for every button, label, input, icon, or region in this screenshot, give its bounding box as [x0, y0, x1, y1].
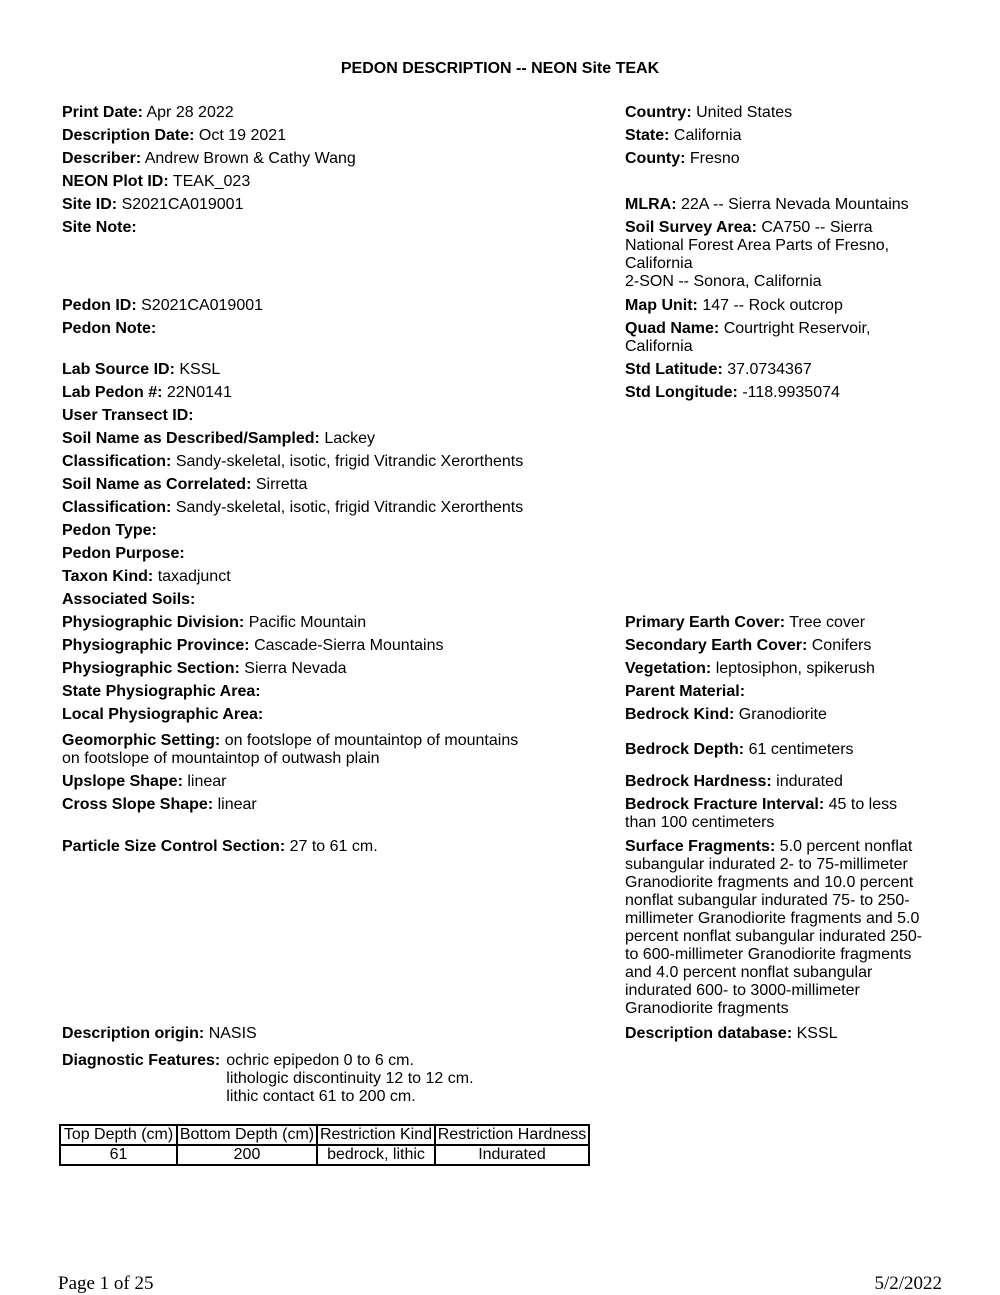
lab-source-id-field — [62, 361, 542, 379]
field-label: County: — [625, 150, 686, 167]
county-field — [625, 150, 935, 168]
field-label: Site Note: — [62, 219, 137, 236]
field-value: Pacific Mountain — [248, 614, 367, 631]
soil-name-correlated-field — [62, 476, 542, 494]
field-label: Soil Survey Area: — [625, 219, 757, 236]
bedrock-depth-field — [625, 741, 935, 759]
field-value: 147 -- Rock outcrop — [702, 297, 843, 314]
neon-plot-id-field — [62, 173, 542, 191]
field-label: Std Latitude: — [625, 361, 723, 378]
diagnostic-features — [62, 1052, 474, 1106]
field-value: Sandy-skeletal, isotic, frigid Vitrandic Xerorthents — [175, 499, 524, 516]
field-label: Description origin: — [62, 1025, 205, 1042]
field-value: indurated — [776, 773, 843, 790]
field-label: Classification: — [62, 453, 172, 470]
parent-material-field — [625, 683, 935, 701]
field-label: Local Physiographic Area: — [62, 706, 264, 723]
bedrock-fracture-interval-field — [625, 796, 915, 832]
table-cell: 61 — [60, 1145, 177, 1165]
field-label: Surface Fragments: — [625, 838, 776, 855]
field-value: Andrew Brown & Cathy Wang — [144, 150, 356, 167]
column-header-restriction-hardness: Restriction Hardness — [435, 1125, 589, 1145]
field-value: linear — [217, 796, 257, 813]
diagnostic-feature: lithologic discontinuity 12 to 12 cm. — [226, 1070, 474, 1087]
primary-earth-cover-field — [625, 614, 935, 632]
page-title: PEDON DESCRIPTION -- NEON Site TEAK — [340, 60, 660, 77]
table-row — [60, 1145, 589, 1165]
field-label: State: — [625, 127, 670, 144]
table-cell: 200 — [177, 1145, 317, 1165]
physiographic-section-field — [62, 660, 542, 678]
field-label: Bedrock Depth: — [625, 741, 745, 758]
column-header-bottom-depth: Bottom Depth (cm) — [177, 1125, 317, 1145]
field-value: Sierra Nevada — [244, 660, 347, 677]
field-value: S2021CA019001 — [121, 196, 244, 213]
field-value: 45 to less than 100 centimeters — [625, 796, 898, 831]
associated-soils-field — [62, 591, 542, 609]
field-value: 22N0141 — [166, 384, 232, 401]
geomorphic-setting-field — [62, 732, 540, 768]
field-label: State Physiographic Area: — [62, 683, 261, 700]
field-label: Primary Earth Cover: — [625, 614, 786, 631]
description-database-field — [625, 1025, 935, 1043]
print-date-field — [62, 104, 542, 122]
local-physiographic-area-field — [62, 706, 542, 724]
field-value: TEAK_023 — [172, 173, 251, 190]
field-label: Print Date: — [62, 104, 143, 121]
pedon-purpose-field — [62, 545, 542, 563]
pedon-type-field — [62, 522, 542, 540]
description-date-field — [62, 127, 542, 145]
field-label: Country: — [625, 104, 692, 121]
field-label: Quad Name: — [625, 320, 720, 337]
field-label: Pedon Purpose: — [62, 545, 185, 562]
pedon-id-field — [62, 297, 542, 315]
map-unit-field — [625, 297, 935, 315]
field-value: Lackey — [324, 430, 376, 447]
surface-fragments-field — [625, 838, 933, 1018]
state-field — [625, 127, 935, 145]
field-value: Apr 28 2022 — [146, 104, 234, 121]
taxon-kind-field — [62, 568, 542, 586]
secondary-earth-cover-field — [625, 637, 935, 655]
field-label: Pedon Note: — [62, 320, 157, 337]
field-label: Pedon ID: — [62, 297, 137, 314]
field-value: 61 centimeters — [748, 741, 854, 758]
field-label: Std Longitude: — [625, 384, 738, 401]
field-label: Bedrock Fracture Interval: — [625, 796, 825, 813]
field-value: -118.9935074 — [742, 384, 840, 401]
field-value: Granodiorite — [738, 706, 827, 723]
field-value: taxadjunct — [157, 568, 231, 585]
field-value: Fresno — [689, 150, 740, 167]
field-label: Physiographic Province: — [62, 637, 250, 654]
diagnostic-features-label: Diagnostic Features: — [62, 1052, 221, 1069]
field-label: Geomorphic Setting: — [62, 732, 221, 749]
field-label: Bedrock Kind: — [625, 706, 735, 723]
field-value: Conifers — [811, 637, 872, 654]
field-label: Classification: — [62, 499, 172, 516]
field-label: Describer: — [62, 150, 142, 167]
pedon-note-field — [62, 320, 542, 338]
page-number: Page 1 of 25 — [58, 1273, 154, 1294]
user-transect-id-field — [62, 407, 542, 425]
field-value: linear — [187, 773, 227, 790]
field-label: Particle Size Control Section: — [62, 838, 286, 855]
diagnostic-feature: lithic contact 61 to 200 cm. — [226, 1088, 416, 1105]
field-value: Sirretta — [255, 476, 308, 493]
field-value: 22A -- Sierra Nevada Mountains — [681, 196, 909, 213]
column-header-restriction-kind: Restriction Kind — [317, 1125, 435, 1145]
lab-pedon-field — [62, 384, 542, 402]
field-value: 5.0 percent nonflat subangular indurated 2- to 75-millimeter Granodiorite fragments and 10.0 percent nonflat subangular indurated 75- to 250-millimeter Granodiorite fragments and 5.0 percent nonflat subangular indurated 250-to 600-millimeter Granodiorite fragments and 4.0 percent nonflat subangular indurated 600- to 3000-millimeter Granodiorite fragments — [625, 838, 923, 1017]
field-value: Courtright Reservoir, California — [625, 320, 871, 355]
upslope-shape-field — [62, 773, 542, 791]
field-value: KSSL — [179, 361, 221, 378]
field-label: Physiographic Section: — [62, 660, 240, 677]
field-label: Physiographic Division: — [62, 614, 245, 631]
field-value: United States — [696, 104, 793, 121]
field-value: 37.0734367 — [727, 361, 812, 378]
field-label: Vegetation: — [625, 660, 712, 677]
field-label: Description database: — [625, 1025, 793, 1042]
field-label: Bedrock Hardness: — [625, 773, 772, 790]
field-label: Site ID: — [62, 196, 118, 213]
std-longitude-field — [625, 384, 935, 402]
field-label: MLRA: — [625, 196, 677, 213]
field-label: Lab Pedon #: — [62, 384, 163, 401]
physiographic-division-field — [62, 614, 542, 632]
diagnostic-features-list — [226, 1052, 473, 1106]
bedrock-kind-field — [625, 706, 935, 724]
description-origin-field — [62, 1025, 542, 1043]
physiographic-province-field — [62, 637, 542, 655]
field-label: NEON Plot ID: — [62, 173, 169, 190]
cross-slope-shape-field — [62, 796, 542, 814]
bedrock-hardness-field — [625, 773, 935, 791]
field-label: Secondary Earth Cover: — [625, 637, 808, 654]
soil-name-described-field — [62, 430, 542, 448]
table-cell: Indurated — [435, 1145, 589, 1165]
field-value: Sandy-skeletal, isotic, frigid Vitrandic Xerorthents — [175, 453, 524, 470]
table-cell: bedrock, lithic — [317, 1145, 435, 1165]
field-value: on footslope of mountaintop of mountains on footslope of mountaintop of outwash plain — [62, 732, 519, 767]
soil-survey-area-field — [625, 219, 905, 291]
quad-name-field — [625, 320, 895, 356]
field-value: Oct 19 2021 — [198, 127, 287, 144]
field-label: Taxon Kind: — [62, 568, 154, 585]
diagnostic-feature: ochric epipedon 0 to 6 cm. — [226, 1052, 414, 1069]
classification-described-field — [62, 453, 542, 471]
field-label: Associated Soils: — [62, 591, 196, 608]
field-label: Pedon Type: — [62, 522, 157, 539]
field-value: KSSL — [796, 1025, 838, 1042]
column-header-top-depth: Top Depth (cm) — [60, 1125, 177, 1145]
field-value: Tree cover — [789, 614, 866, 631]
field-label: Description Date: — [62, 127, 195, 144]
classification-correlated-field — [62, 499, 542, 517]
field-value: California — [673, 127, 742, 144]
field-label: Soil Name as Described/Sampled: — [62, 430, 320, 447]
particle-size-control-section-field — [62, 838, 542, 856]
field-value: NASIS — [208, 1025, 257, 1042]
field-label: Upslope Shape: — [62, 773, 183, 790]
field-value-secondary: 2-SON -- Sonora, California — [625, 273, 822, 290]
field-label: User Transect ID: — [62, 407, 194, 424]
restriction-table — [59, 1124, 590, 1166]
field-label: Lab Source ID: — [62, 361, 175, 378]
footer-date: 5/2/2022 — [874, 1273, 942, 1294]
state-physiographic-area-field — [62, 683, 542, 701]
field-value: leptosiphon, spikerush — [715, 660, 875, 677]
site-note-field — [62, 219, 542, 237]
field-value: Cascade-Sierra Mountains — [254, 637, 444, 654]
site-id-field — [62, 196, 542, 214]
field-label: Parent Material: — [625, 683, 746, 700]
country-field — [625, 104, 935, 122]
vegetation-field — [625, 660, 935, 678]
table-header-row — [60, 1125, 589, 1145]
field-label: Soil Name as Correlated: — [62, 476, 252, 493]
std-latitude-field — [625, 361, 935, 379]
field-label: Cross Slope Shape: — [62, 796, 214, 813]
mlra-field — [625, 196, 935, 214]
describer-field — [62, 150, 542, 168]
field-label: Map Unit: — [625, 297, 698, 314]
field-value: CA750 -- Sierra National Forest Area Parts of Fresno, California — [625, 219, 890, 272]
field-value: 27 to 61 cm. — [289, 838, 378, 855]
field-value: S2021CA019001 — [141, 297, 264, 314]
